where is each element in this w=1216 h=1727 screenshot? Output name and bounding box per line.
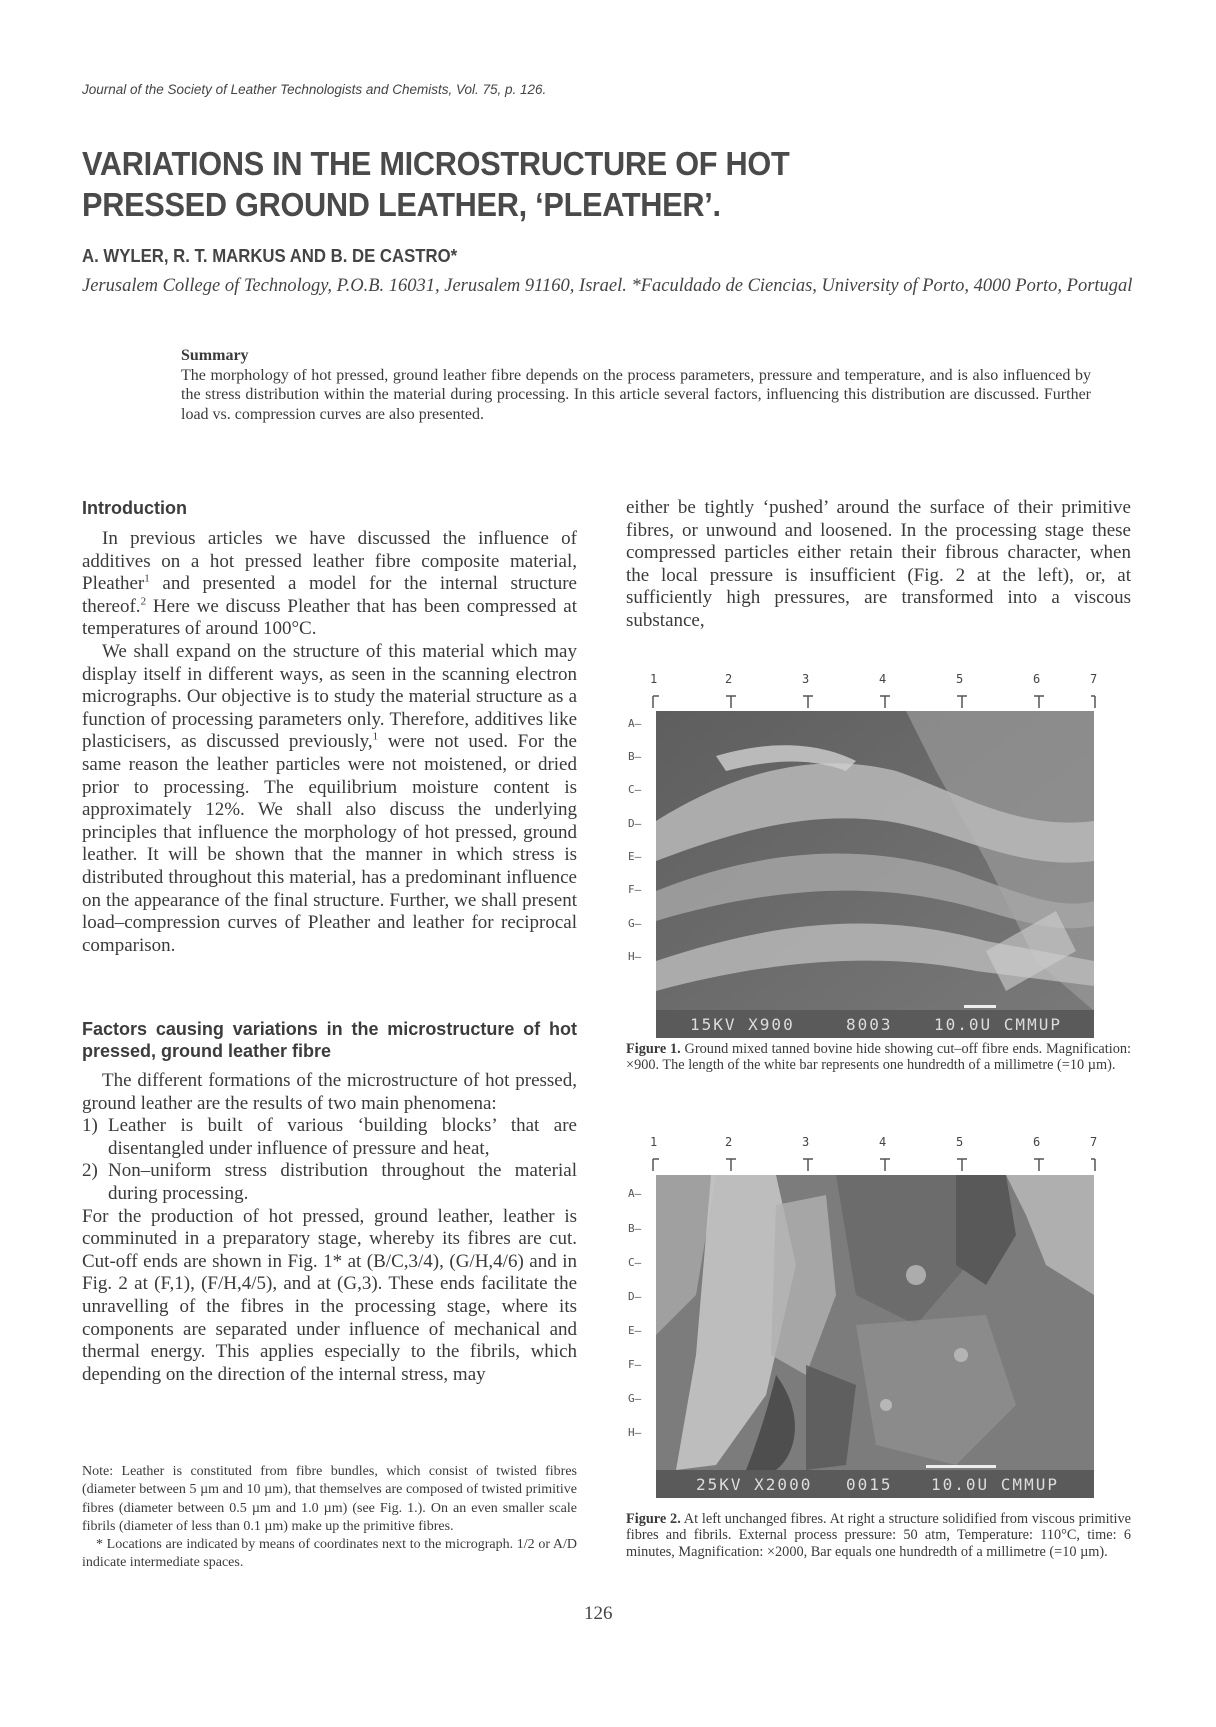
sem-scale-label: 10.0U CMMUP [934, 1015, 1062, 1034]
row-label-b: B– [628, 1222, 642, 1235]
col-label-3: 3 [802, 1135, 810, 1149]
row-label-c: C– [628, 1256, 642, 1269]
col-label-5: 5 [956, 672, 964, 686]
column-tick-marks [650, 692, 1100, 712]
intro-paragraph-1 [82, 528, 577, 641]
row-label-b: B– [628, 750, 642, 763]
col-label-4: 4 [879, 672, 887, 686]
figure-2-label: Figure 2. [626, 1511, 681, 1527]
col-label-5: 5 [956, 1135, 964, 1149]
factors-paragraph-2: For the production of hot pressed, ground leather, leather is comminuted in a preparatory stage, whereby its fibres are cut. Cut-off ends are shown in Fig. 1* at (B/C,3/4), (G/H,4/6) and in Fig. 2 at (F,1), (F/H,4/5), and at (G,3). These ends facilitate the unravelling of the fibres in the processing stage, where its components are separated under influence of mechanical and thermal energy. This applies especially to the fibrils, which depending on the direction of the internal stress, may [82, 1205, 577, 1385]
factors-paragraph-1: The different formations of the microstructure of hot pressed, ground leather are the results of two main phenomena: [82, 1070, 577, 1114]
left-column-factors [82, 1018, 577, 1386]
summary [181, 346, 1091, 424]
figure-1-caption [626, 1041, 1131, 1074]
row-label-c: C– [628, 783, 642, 796]
figure-2 [615, 1125, 1160, 1494]
right-column [626, 497, 1131, 633]
sem-scale-label: 10.0U CMMUP [931, 1475, 1059, 1494]
row-label-e: E– [628, 1324, 642, 1337]
row-label-e: E– [628, 850, 642, 863]
footnote-block [82, 1463, 577, 1573]
title-line-2: PRESSED GROUND LEATHER, ‘PLEATHER’. [82, 186, 721, 223]
row-label-d: D– [628, 1290, 642, 1303]
sem-voltage-magnification: 25KV X2000 [696, 1475, 813, 1494]
intro-p2-part-b: were not used. For the same reason the leather particles were not moistened, or dried prior to processing. The equilibrium moisture content is approximately 12%. We shall also discuss the underlying principles that influence the morphology of hot pressed, ground leather. It will be shown that the manner in which stress is distributed throughout this material, has a predominant influence on the appearance of the final structure. Further, we shall present load–compression curves of Pleather and leather for reciprocal comparison. [82, 731, 577, 956]
footnote-note: Note: Leather is constituted from fibre bundles, which consist of twisted fibres (diameter between 5 µm and 10 µm), that themselves are composed of twisted primitive fibres (diameter between 0.5 µm and 1.0 µm) (see Fig. 1.). On an even smaller scale fibrils (diameter of less than 0.1 µm) make up the primitive fibres. [82, 1464, 577, 1534]
col-label-6: 6 [1033, 672, 1041, 686]
left-column [82, 497, 577, 957]
row-label-h: H– [628, 950, 642, 963]
introduction-heading: Introduction [82, 498, 187, 518]
scale-bar [926, 1465, 996, 1468]
sem-micrograph-2 [656, 1175, 1094, 1498]
list-text: Leather is built of various ‘building blocks’ that are disentangled under influence of pressure and heat, [108, 1115, 577, 1159]
right-continuation-paragraph: either be tightly ‘pushed’ around the surface of their primitive fibres, or unwound and loosened. In the processing stage these compressed particles either retain their fibrous character, when the local pressure is insufficient (Fig. 2 at the left), or, at sufficiently high pressures, are transformed into a viscous substance, [626, 497, 1131, 631]
footnote-ref-1: 1 [144, 572, 150, 585]
row-label-d: D– [628, 817, 642, 830]
figure-1-label: Figure 1. [626, 1041, 681, 1057]
authors: A. WYLER, R. T. MARKUS AND B. DE CASTRO* [82, 246, 458, 266]
col-label-4: 4 [879, 1135, 887, 1149]
list-item-1 [82, 1115, 577, 1160]
list-number: 1) [82, 1115, 98, 1137]
col-label-7: 7 [1090, 1135, 1098, 1149]
summary-label: Summary [181, 347, 249, 364]
footnote-ref-1b: 1 [372, 731, 379, 744]
footnote-ref-2: 2 [140, 595, 147, 608]
affiliation: Jerusalem College of Technology, P.O.B. 16031, Jerusalem 91160, Israel. *Faculdado de Ciencias, University of Porto, 4000 Porto, Portugal [82, 276, 1133, 296]
factors-heading: Factors causing variations in the microstructure of hot pressed, ground leather fibre [82, 1019, 577, 1061]
col-label-1: 1 [650, 672, 658, 686]
list-item-2 [82, 1160, 577, 1205]
row-label-a: A– [628, 1187, 642, 1200]
col-label-3: 3 [802, 672, 810, 686]
intro-p1-part-a: In previous articles we have discussed the influence of additives on a hot pressed leather fibre composite material, Pleather [82, 528, 577, 595]
col-label-6: 6 [1033, 1135, 1041, 1149]
row-label-f: F– [628, 1358, 642, 1371]
micrograph-fibres-image [656, 711, 1094, 1038]
scale-bar [964, 1005, 996, 1008]
micrograph-structure-image [656, 1175, 1094, 1498]
title-line-1: VARIATIONS IN THE MICROSTRUCTURE OF HOT [82, 145, 790, 182]
intro-p2-part-a: We shall expand on the structure of this material which may display itself in different ways, as seen in the scanning electron micrographs. Our objective is to study the material structure as a function of processing parameters only. Therefore, additives like plasticisers, as discussed previously, [82, 640, 577, 753]
row-label-g: G– [628, 1392, 642, 1405]
col-label-1: 1 [650, 1135, 658, 1149]
figure-1 [615, 660, 1160, 1034]
sem-info-bar-1 [656, 1010, 1094, 1038]
sem-image-id: 0015 [846, 1475, 893, 1494]
col-label-2: 2 [725, 672, 733, 686]
row-label-a: A– [628, 717, 642, 730]
sem-voltage-magnification: 15KV X900 [690, 1015, 795, 1034]
row-label-h: H– [628, 1426, 642, 1439]
intro-paragraph-2 [82, 641, 577, 957]
figure-1-caption-text: Ground mixed tanned bovine hide showing cut–off fibre ends. Magnification: ×900. The length of the white bar represents one hundredth of a millimetre (=10 µm). [626, 1041, 1131, 1074]
list-text: Non–uniform stress distribution throughout the material during processing. [108, 1160, 577, 1204]
intro-p1-part-c: Here we discuss Pleather that has been compressed at temperatures of around 100°C. [82, 595, 577, 640]
summary-text: The morphology of hot pressed, ground leather fibre depends on the process parameters, pressure and temperature, and is also influenced by the stress distribution within the material during processing. In this article several factors, influencing this distribution are discussed. Further load vs. compression curves are also presented. [181, 366, 1091, 423]
row-label-g: G– [628, 917, 642, 930]
col-label-2: 2 [725, 1135, 733, 1149]
figure-2-caption-text: At left unchanged fibres. At right a structure solidified from viscous primitive fibres and fibrils. External process pressure: 50 atm, Temperature: 110°C, time: 6 minutes, Magnification: ×2000, Bar equals one hundredth of a millimetre (=10 µm). [626, 1511, 1131, 1560]
col-label-7: 7 [1090, 672, 1098, 686]
figure-2-caption [626, 1511, 1131, 1560]
running-head: Journal of the Society of Leather Technologists and Chemists, Vol. 75, p. 126. [82, 82, 547, 97]
sem-image-id: 8003 [846, 1015, 893, 1034]
article-title [82, 143, 1012, 225]
sem-micrograph-1 [656, 711, 1094, 1038]
sem-info-bar-2 [656, 1470, 1094, 1498]
list-number: 2) [82, 1160, 98, 1182]
footnote-locations: * Locations are indicated by means of coordinates next to the micrograph. 1/2 or A/D indicate intermediate spaces. [82, 1537, 577, 1571]
row-label-f: F– [628, 883, 642, 896]
intro-p1-part-b: and presented a model for the internal structure thereof. [82, 573, 577, 617]
column-tick-marks [650, 1155, 1100, 1175]
page-number: 126 [584, 1603, 613, 1624]
